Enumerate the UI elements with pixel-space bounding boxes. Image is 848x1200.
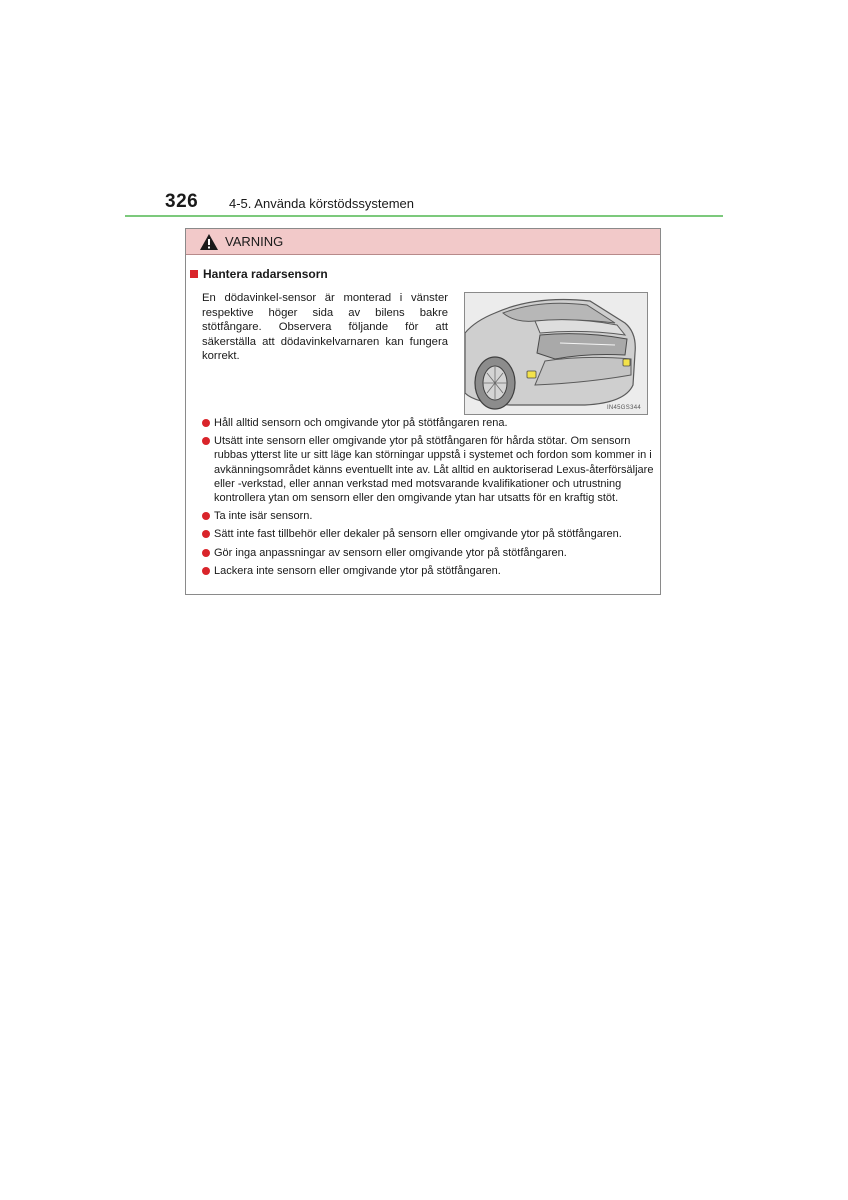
page-header <box>165 190 725 216</box>
list-item-text: Ta inte isär sensorn. <box>214 510 313 523</box>
section-title: 4-5. Använda körstödssystemen <box>229 196 414 211</box>
list-item <box>202 416 664 430</box>
warning-bar <box>186 229 660 255</box>
page-number: 326 <box>165 191 199 212</box>
round-bullet-icon <box>202 549 210 557</box>
list-item-text: Utsätt inte sensorn eller omgivande ytor på stötfångaren för hårda stötar. Om sensorn rubbas ytterst lite ur sitt läge kan störningar uppstå i systemet och fordon som kommer in i avkänningsområdet känns eventuellt inte av. Låt alltid en auktoriserad Lexus-återförsäljare eller -verkstad, eller annan verkstad med motsvarande kvalifikationer och utrustning kontrollera ytan om sensorn eller den omgivande ytan har utsatts för en kraftig stöt. <box>214 435 654 505</box>
round-bullet-icon <box>202 419 210 427</box>
list-item <box>202 527 664 541</box>
list-item-text: Håll alltid sensorn och omgivande ytor på stötfångaren rena. <box>214 417 508 429</box>
list-item-text: Sätt inte fast tillbehör eller dekaler på sensorn eller omgivande ytor på stötfångaren. <box>214 528 622 541</box>
list-item-text: Lackera inte sensorn eller omgivande ytor på stötfångaren. <box>214 564 501 577</box>
square-bullet-icon <box>190 270 198 278</box>
list-item <box>202 564 664 578</box>
header-divider <box>125 215 723 217</box>
round-bullet-icon <box>202 437 210 445</box>
list-item <box>202 434 664 505</box>
warning-bullet-list <box>202 416 664 582</box>
warning-triangle-icon <box>199 233 219 251</box>
car-rear-drawing <box>465 293 648 415</box>
figure-code: IN45GS344 <box>606 405 641 411</box>
intro-paragraph: En dödavinkel-sensor är monterad i vänster respektive höger sida av bilens bakre stötfångare. Observera följande för att säkerställa att dödavinkelvarnaren kan fungera korrekt. <box>202 292 448 362</box>
subheading-text: Hantera radarsensorn <box>203 267 328 281</box>
warning-box <box>185 228 661 595</box>
subheading <box>190 267 328 281</box>
warning-title: VARNING <box>225 234 284 249</box>
list-item <box>202 509 664 523</box>
round-bullet-icon <box>202 567 210 575</box>
list-item-text: Gör inga anpassningar av sensorn eller omgivande ytor på stötfångaren. <box>214 546 567 559</box>
round-bullet-icon <box>202 512 210 520</box>
list-item <box>202 546 664 560</box>
car-rear-illustration <box>464 292 648 415</box>
round-bullet-icon <box>202 530 210 538</box>
